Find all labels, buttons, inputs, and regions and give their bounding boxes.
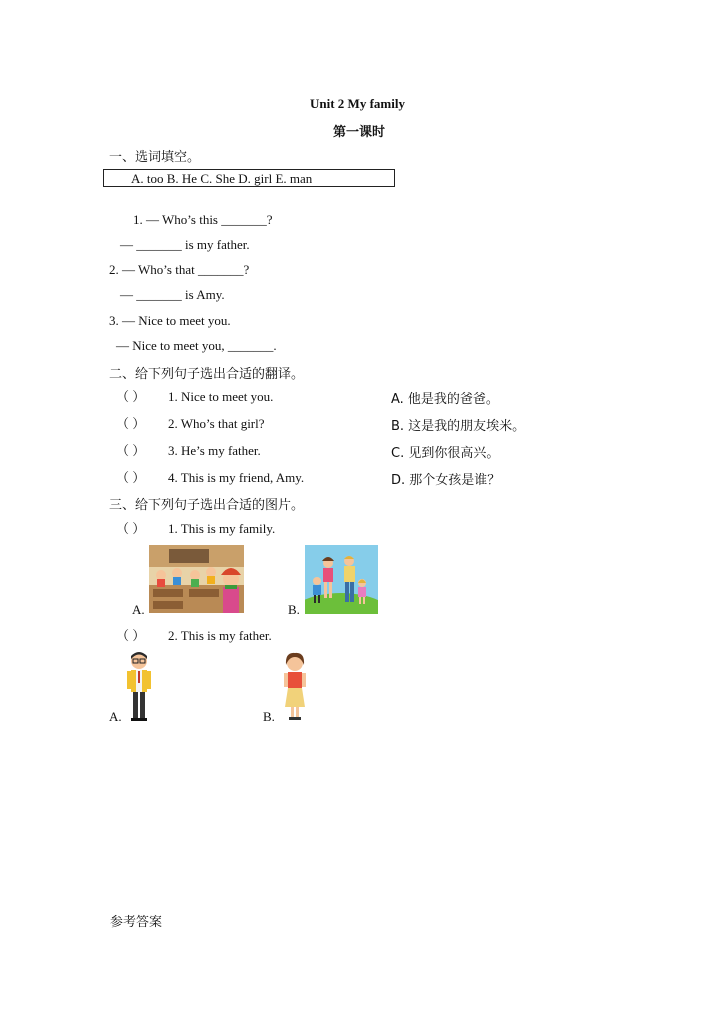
option-a-label: A. (109, 709, 122, 724)
translation-item-en: 1. Nice to meet you. (168, 389, 274, 404)
translation-item-cn: D. 那个女孩是谁？ (391, 473, 501, 488)
question-1b: — _______ is my father. (120, 237, 250, 252)
answer-paren[interactable]: （ ） (116, 521, 146, 536)
mother-picture (282, 651, 308, 721)
lesson-title: 第一课时 (333, 125, 386, 140)
question-3a: 3. — Nice to meet you. (109, 313, 231, 328)
picture-question-1: 1. This is my family. (168, 521, 276, 536)
father-picture (125, 650, 153, 722)
section2-heading: 二、给下列句子选出合适的翻译。 (109, 367, 305, 382)
picture-question-2: 2. This is my father. (168, 628, 272, 643)
answer-paren[interactable]: （ ） (116, 416, 146, 431)
option-a-label: A. (132, 602, 145, 617)
question-2a: 2. — Who’s that _______? (109, 262, 250, 277)
answer-paren[interactable]: （ ） (116, 443, 146, 458)
answers-heading: 参考答案 (110, 915, 163, 930)
classroom-picture (149, 545, 244, 613)
question-3b: — Nice to meet you, _______. (116, 338, 277, 353)
question-2b: — _______ is Amy. (120, 287, 225, 302)
question-1a: 1. — Who’s this _______? (133, 212, 273, 227)
unit-title: Unit 2 My family (310, 96, 405, 111)
translation-item-cn: A. 他是我的爸爸。 (391, 392, 499, 407)
translation-item-cn: C. 见到你很高兴。 (391, 446, 500, 461)
answer-paren[interactable]: （ ） (116, 389, 146, 404)
answer-paren[interactable]: （ ） (116, 628, 146, 643)
word-options: A. too B. He C. She D. girl E. man (131, 171, 313, 186)
translation-item-cn: B. 这是我的朋友埃米。 (391, 419, 526, 434)
answer-paren[interactable]: （ ） (116, 470, 146, 485)
translation-item-en: 2. Who’s that girl? (168, 416, 265, 431)
option-b-label: B. (263, 709, 275, 724)
section3-heading: 三、给下列句子选出合适的图片。 (109, 498, 305, 513)
family-picture (305, 545, 378, 614)
translation-item-en: 3. He’s my father. (168, 443, 261, 458)
option-b-label: B. (288, 602, 300, 617)
section1-heading: 一、选词填空。 (109, 150, 201, 165)
translation-item-en: 4. This is my friend, Amy. (168, 470, 305, 485)
